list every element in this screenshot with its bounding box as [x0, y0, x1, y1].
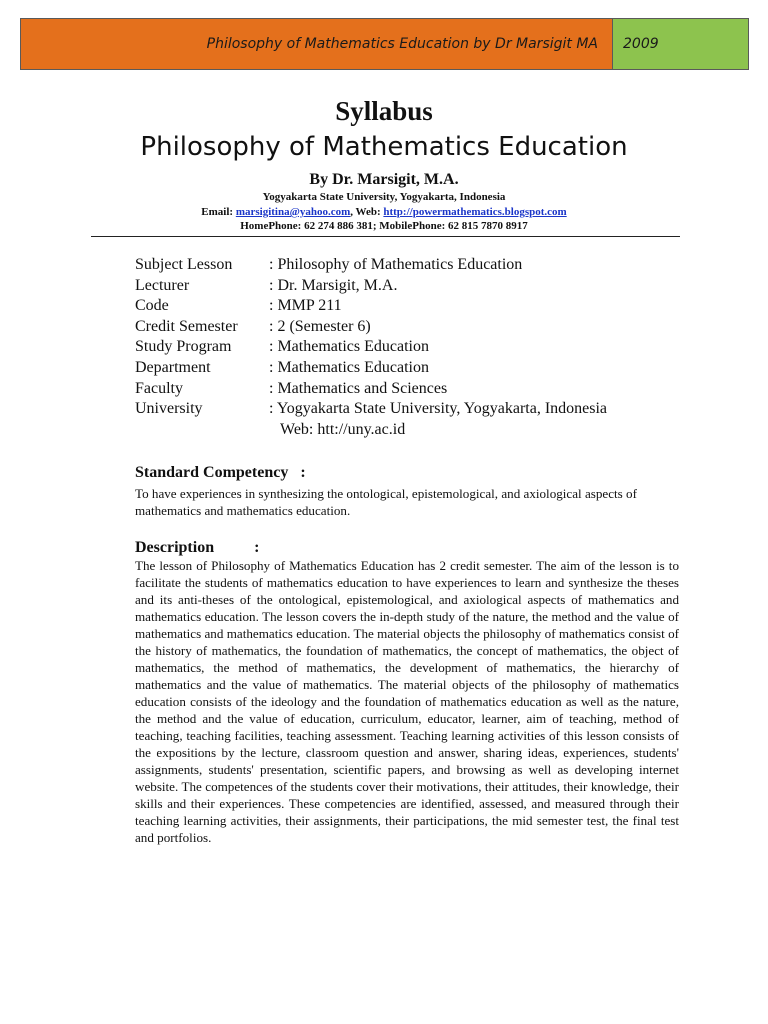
contact-line — [0, 206, 768, 218]
info-label: Code — [135, 297, 169, 315]
info-value: : MMP 211 — [269, 297, 342, 315]
affiliation-line: Yogyakarta State University, Yogyakarta, Indonesia — [262, 191, 506, 203]
web-label: , Web: — [350, 206, 384, 218]
author-line: By Dr. Marsigit, M.A. — [309, 171, 459, 188]
document-subtitle: Philosophy of Mathematics Education — [140, 132, 628, 162]
course-info-table — [135, 255, 607, 440]
info-value: : Mathematics and Sciences — [269, 379, 448, 397]
info-value: : Mathematics Education — [269, 338, 429, 356]
info-value: : Philosophy of Mathematics Education — [269, 256, 523, 273]
info-label: Department — [135, 358, 211, 376]
info-row-subject — [135, 255, 607, 276]
info-row-university — [135, 399, 607, 420]
info-row-credit — [135, 317, 607, 338]
info-university-web: Web: htt://uny.ac.id — [280, 420, 406, 438]
info-row-program — [135, 337, 607, 358]
email-link[interactable]: marsigitina@yahoo.com — [235, 206, 351, 218]
header-divider — [91, 236, 680, 237]
header-title-cell — [21, 19, 613, 69]
competency-heading: Standard Competency : — [135, 464, 306, 481]
info-row-department — [135, 358, 607, 379]
info-label: Study Program — [135, 338, 232, 356]
description-heading: Description : — [135, 539, 260, 556]
header-year: 2009 — [623, 36, 659, 52]
info-label: Lecturer — [135, 276, 190, 294]
header-title: Philosophy of Mathematics Education by Dr Marsigit MA — [206, 36, 598, 52]
info-row-lecturer — [135, 276, 607, 297]
info-label: Subject Lesson — [135, 256, 233, 273]
email-label: Email: — [201, 206, 236, 218]
description-text: The lesson of Philosophy of Mathematics Education has 2 credit semester. The aim of the lesson is to facilitate the students of mathematics education to have experiences to learn and synthesize the theses and its anti-theses of the ontological, epistemological, and axiological aspects of mathematics and mathematics education. The lesson covers the in-depth study of the nature, the method and the value of mathematics and mathematics education. The material objects the philosophy of mathematics consist of the history of mathematics, the foundation of mathematics, the concept of mathematics, the object of mathematics, the method of mathematics, the development of mathematics, the hierarchy of mathematics and the value of mathematics. The material objects of the philosophy of mathematics education consists of the ideology and the foundation of mathematics education as well as the nature, the method and the value of education, curriculum, educator, learner, aim of teaching, method of teaching, teaching facilities, teaching assessment. Teaching learning activities of this lesson consists of the expositions by the lecture, classroom question and answer, sharing ideas, experiences, students' assignments, students' presentation, scientific papers, and browsing as well as developing internet website. The competences of the students cover their motivations, their attitudes, their knowledge, their skills and their experiences. These competencies are identified, assessed, and measured through their teaching learning activities, their assignments, their participations, the mid semester test, the final test and portfolios. — [135, 558, 679, 845]
running-header — [20, 18, 749, 70]
document-title: Syllabus — [335, 96, 433, 126]
info-value: : Dr. Marsigit, M.A. — [269, 276, 398, 294]
web-link[interactable]: http://powermathematics.blogspot.com — [383, 206, 567, 218]
info-row-faculty — [135, 379, 607, 400]
phone-line: HomePhone: 62 274 886 381; MobilePhone: 62 815 7870 8917 — [240, 220, 528, 232]
competency-text: To have experiences in synthesizing the ontological, epistemological, and axiological aspects of mathematics and mathematics education. — [135, 486, 637, 518]
header-year-cell — [613, 19, 748, 69]
info-row-code — [135, 296, 607, 317]
info-value: : 2 (Semester 6) — [269, 317, 371, 335]
info-label: Credit Semester — [135, 317, 238, 335]
info-value: : Yogyakarta State University, Yogyakarta, Indonesia — [269, 400, 608, 418]
info-label: Faculty — [135, 379, 183, 397]
info-label: University — [135, 400, 203, 418]
info-value: : Mathematics Education — [269, 358, 429, 376]
